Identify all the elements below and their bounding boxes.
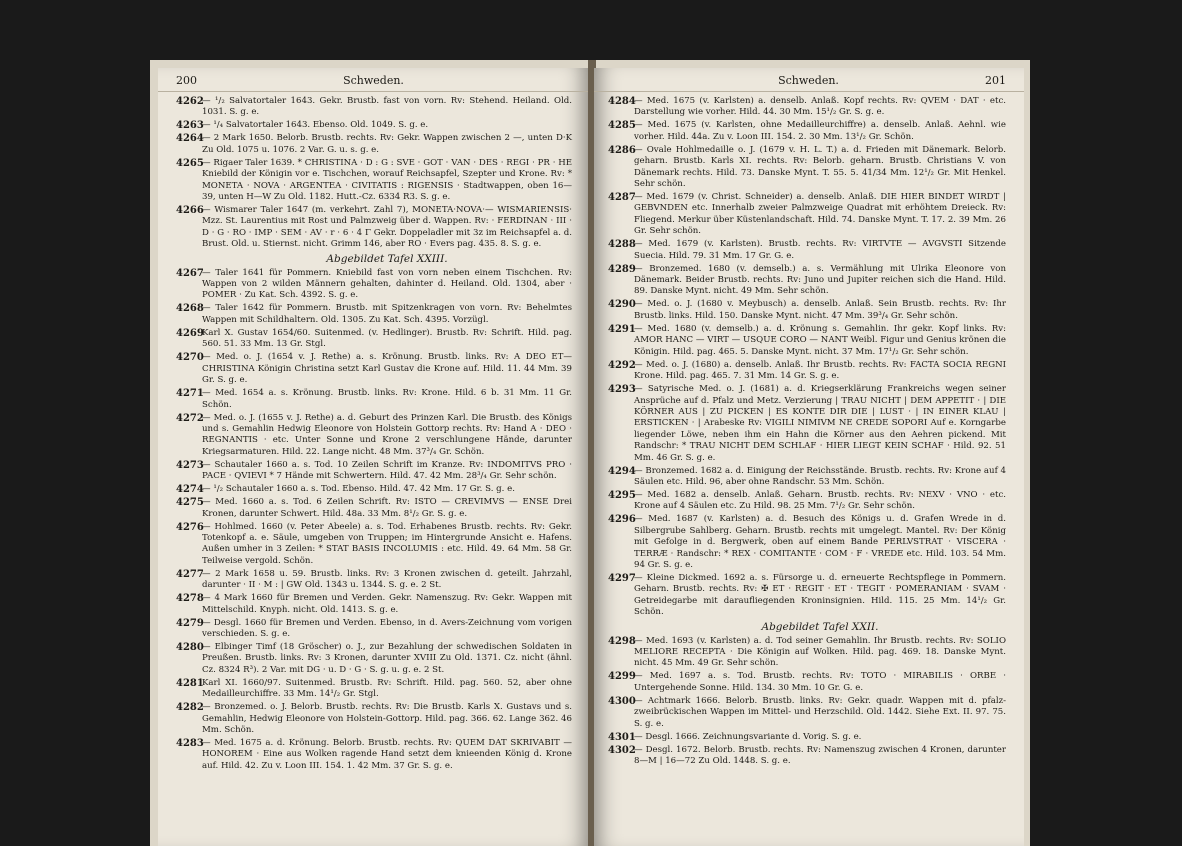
entry-number: 4293 (608, 384, 636, 396)
entry-number: 4269 (176, 327, 204, 339)
catalog-entry (176, 593, 572, 616)
entry-text: — Med. 1680 (v. demselb.) a. d. Krönung s. Gemahlin. Ihr gekr. Kopf links. Rv: AMOR HANC — VIRT — USQUE CORO — NANT Weibl. Figur und Genius krönen die Königin. Hild. pag. 465. 5. Danske Mynt. nicht. 37 Mm. 17¹/₂ Gr. Sehr schön. (634, 323, 1006, 357)
entry-text: — ¹/₄ Salvatortaler 1643. Ebenso. Old. 1049. S. g. e. (202, 120, 429, 131)
catalog-entry (608, 145, 1006, 191)
entry-text: — Med. 1675 (v. Karlsten) a. denselb. Anlaß. Kopf rechts. Rv: QVEM · DAT · etc. Darstellung wie vorher. Hild. 44. 30 Mm. 15¹/₂ Gr. S. g. e. (634, 96, 1006, 118)
catalog-entry (608, 696, 1006, 730)
catalog-entry (176, 205, 572, 251)
entry-number: 4294 (608, 465, 636, 477)
entry-number: 4302 (608, 744, 636, 756)
entry-number: 4273 (176, 459, 204, 471)
catalog-entry (608, 514, 1006, 571)
catalog-entry (608, 732, 1006, 743)
catalog-entry (608, 360, 1006, 383)
entry-number: 4284 (608, 96, 636, 107)
entry-text: — Desgl. 1672. Belorb. Brustb. rechts. Rv: Namenszug zwischen 4 Kronen, darunter 8—M | 16—72 Zu Old. 1448. S. g. e. (634, 744, 1006, 767)
entry-text: — Ovale Hohlmedaille o. J. (1679 v. H. L. T.) a. d. Frieden mit Dänemark. Belorb. geharn. Brustb. Karls XI. rechts. Rv: Belorb. geharn. Brustb. Christians V. von Dänemark rechts. Hild. 73. Danske Mynt. T. 55. 5. 41/34 Mm. 12¹/₂ Gr. Mit Henkel. Sehr schön. (634, 144, 1006, 190)
right-page-number: 201 (985, 74, 1006, 87)
entry-number: 4263 (176, 120, 204, 132)
entry-text: — Schautaler 1660 a. s. Tod. 10 Zeilen Schrift im Kranze. Rv: INDOMITVS PRO · PACE · QVIEVI * 7 Hände mit Schwertern. Hild. 47. 42 Mm. 28³/₄ Gr. Sehr schön. (202, 459, 572, 482)
entry-number: 4271 (176, 388, 204, 400)
entry-text: — Wismarer Taler 1647 (m. verkehrt. Zahl 7), MONETA·NOVA·— WISMARIENSIS· Mzz. St. Laurentius mit Rost und Palmzweig über d. Wappen. Rv: · FERDINAN · III · D · G · RO · IMP · SEM · AV · r · 6 · 4 Γ Gekr. Doppeladler mit 3z im Reichsapfel a. d. Brust. Old. u. Stiernst. nicht. Grimm 146, aber RO · Evers pag. 435. 8. S. g. e. (202, 205, 572, 250)
entry-number: 4275 (176, 497, 204, 509)
entry-number: 4276 (176, 521, 204, 533)
entry-number: 4283 (176, 738, 204, 749)
entry-number: 4264 (176, 133, 204, 145)
entry-text: — Bronzemed. 1682 a. d. Einigung der Reichsstände. Brustb. rechts. Rv: Krone auf 4 Säulen etc. Hild. 96, aber ohne Randschr. 53 Mm. Schön. (634, 465, 1006, 487)
entry-text: — Med. o. J. (1680 v. Meybusch) a. denselb. Anlaß. Sein Brustb. rechts. Rv: Ihr Brustb. links. Hild. 150. Danske Mynt. nicht. 47 Mm. 39³/₄ Gr. Sehr schön. (634, 299, 1006, 321)
catalog-entry (176, 158, 572, 204)
entry-number: 4291 (608, 323, 636, 335)
right-page (594, 68, 1024, 846)
plate-reference: Abgebildet Tafel XXII. (761, 620, 879, 633)
catalog-entry (176, 642, 572, 676)
entry-text: — Med. 1679 (v. Karlsten). Brustb. rechts. Rv: VIRTVTE — AVGVSTI Sitzende Suecia. Hild. 79. 31 Mm. 17 Gr. G. e. (634, 239, 1006, 261)
entry-number: 4287 (608, 192, 636, 204)
entry-number: 4288 (608, 239, 636, 251)
entry-text: — Taler 1642 für Pommern. Brustb. mit Spitzenkragen von vorn. Rv: Behelmtes Wappen mit Schildhaltern. Old. 1305. Zu Kat. Sch. 4395. Vorzügl. (202, 303, 572, 325)
plate-reference: Abgebildet Tafel XXIII. (326, 252, 448, 265)
catalog-entry (608, 239, 1006, 262)
entry-number: 4281 (176, 677, 204, 689)
entry-text: — Taler 1641 für Pommern. Kniebild fast von vorn neben einem Tischchen. Rv: Wappen von 2 wilden Männern gehalten, dahinter d. Heiland. Old. 1304, aber · POMER · Zu Kat. Sch. 4392. S. g. e. (202, 267, 572, 301)
entry-number: 4267 (176, 267, 204, 279)
catalog-entry (608, 96, 1006, 119)
left-page (158, 68, 588, 846)
entry-text: — Med. 1660 a. s. Tod. 6 Zeilen Schrift. Rv: ISTO — CREVIMVS — ENSE Drei Kronen, darunter Schwert. Hild. 48a. 33 Mm. 8¹/₂ Gr. S. g. e. (202, 497, 572, 519)
right-page-header (594, 68, 1024, 92)
entry-text: — Elbinger Timf (18 Gröscher) o. J., zur Bezahlung der schwedischen Soldaten in Preußen. Brustb. links. Rv: 3 Kronen, darunter XVIII Zu Old. 1371. Cz. nicht (ähnl. Cz. 8324 R³). 2 Var. mit DG · u. D · G · S. g. u. g. e. 2 St. (202, 641, 572, 675)
entry-number: 4265 (176, 157, 204, 169)
catalog-entry (176, 738, 572, 772)
catalog-entry (176, 328, 572, 351)
entry-text: — ¹/₂ Salvatortaler 1643. Gekr. Brustb. fast von vorn. Rv: Stehend. Heiland. Old. 1031. S. g. e. (202, 96, 572, 118)
catalog-entry (176, 96, 572, 119)
catalog-entry (608, 745, 1006, 768)
entry-number: 4299 (608, 671, 636, 683)
catalog-entry (608, 671, 1006, 694)
entry-text: — Med. 1687 (v. Karlsten) a. d. Besuch des Königs u. d. Grafen Wrede in d. Silbergrube Sahlberg. Geharn. Brustb. rechts mit umgelegt. Mantel. Rv: Der König mit Gefolge in d. Bergwerk, oben auf einem Bande PERLVSTRAT · VISCERA · TERRÆ · Randschr: * REX · COMITANTE · COM · F · VREDE etc. Hild. 103. 54 Mm. 94 Gr. S. g. e. (634, 514, 1006, 570)
entry-number: 4296 (608, 514, 636, 526)
catalog-entry (176, 460, 572, 483)
entry-text: — Achtmark 1666. Belorb. Brustb. links. Rv: Gekr. quadr. Wappen mit d. pfalz-zweibrückischen Wappen im Mittel- und Herzschild. Old. 1442. Siehe Ext. II. 97. 75. S. g. e. (634, 695, 1006, 729)
entry-number: 4286 (608, 144, 636, 156)
catalog-entry (176, 133, 572, 156)
catalog-entry (608, 120, 1006, 143)
catalog-entry (608, 264, 1006, 298)
catalog-entry (608, 192, 1006, 238)
entry-text: — Med. 1675 a. d. Krönung. Belorb. Brustb. rechts. Rv: QUEM DAT SKRIVABIT — HONOREM · Eine aus Wolken ragende Hand setzt dem knieenden König d. Krone auf. Hild. 42. Zu v. Loon III. 154. 1. 42 Mm. 37 Gr. S. g. e. (202, 738, 572, 771)
entry-number: 4270 (176, 352, 204, 364)
left-page-header (158, 68, 588, 92)
entry-text: — 4 Mark 1660 für Bremen und Verden. Gekr. Namenszug. Rv: Gekr. Wappen mit Mittelschild. Knyph. nicht. Old. 1413. S. g. e. (202, 593, 572, 615)
entry-number: 4272 (176, 412, 204, 424)
entry-text: — Med. 1675 (v. Karlsten, ohne Medailleurchiffre) a. denselb. Anlaß. Aehnl. wie vorher. Hild. 44a. Zu v. Loon III. 154. 2. 30 Mm. 13¹/₂ Gr. Schön. (634, 120, 1006, 142)
right-running-head: Schweden. (778, 74, 839, 87)
catalog-entry (176, 413, 572, 459)
left-page-number: 200 (176, 74, 197, 87)
entry-number: 4268 (176, 303, 204, 315)
entry-text: — Hohlmed. 1660 (v. Peter Abeele) a. s. Tod. Erhabenes Brustb. rechts. Rv: Gekr. Totenkopf a. e. Säule, umgeben von Truppen; im Hintergrunde Ansicht e. Hafens. Außen umher in 3 Zeilen: * STAT BASIS INCOLUMIS : etc. Hild. 49. 64 Mm. 58 Gr. Teilweise vergold. Schön. (202, 521, 572, 566)
entry-number: 4297 (608, 572, 636, 584)
entry-number: 4266 (176, 205, 204, 217)
entry-text: — Med. 1654 a. s. Krönung. Brustb. links. Rv: Krone. Hild. 6 b. 31 Mm. 11 Gr. Schön. (202, 388, 572, 410)
entry-text: — Desgl. 1666. Zeichnungsvariante d. Vorig. S. g. e. (634, 731, 862, 742)
catalog-entry (176, 678, 572, 701)
entry-text: — Bronzemed. o. J. Belorb. Brustb. rechts. Rv: Die Brustb. Karls X. Gustavs und s. Gemahlin, Hedwig Eleonore von Holstein-Gottorp. Hild. pag. 366. 62. Lange 362. 46 Mm. Schön. (202, 702, 572, 735)
catalog-entry (608, 384, 1006, 464)
catalog-entry (176, 484, 572, 495)
catalog-entry (176, 388, 572, 411)
catalog-entry (608, 324, 1006, 358)
entry-text: — Rigaer Taler 1639. * CHRISTINA · D : G : SVE · GOT · VAN · DES · REGI · PR · HE Kniebild der Königin vor e. Tischchen, worauf Reichsapfel, Szepter und Krone. Rv: * MONETA · NOVA · ARGENTEA · CIVITATIS : RIGENSIS · Stadtwappen, oben 16—39, unten H—W Zu Old. 1182. Hutt.-Cz. 6334 R3. S. g. e. (202, 157, 572, 203)
catalog-entry (608, 636, 1006, 670)
catalog-entry (176, 303, 572, 326)
entry-number: 4262 (176, 96, 204, 107)
left-running-head: Schweden. (343, 74, 404, 87)
open-book (150, 60, 1030, 846)
entry-text: — Med. 1679 (v. Christ. Schneider) a. denselb. Anlaß. DIE HIER BINDET WIRDT | GEBVNDEN etc. Innerhalb zweier Palmzweige Quadrat mit erhöhtem Dreieck. Rv: Fliegend. Merkur über Küstenlandschaft. Hild. 74. Danske Mynt. T. 17. 2. 39 Mm. 26 Gr. Sehr schön. (634, 192, 1006, 237)
entry-text: — Bronzemed. 1680 (v. demselb.) a. s. Vermählung mit Ulrika Eleonore von Dänemark. Beider Brustb. rechts. Rv: Juno und Jupiter reichen sich die Hand. Hild. 89. Danske Mynt. nicht. 49 Mm. Sehr schön. (634, 263, 1006, 297)
catalog-entry (176, 120, 572, 131)
entry-number: 4301 (608, 731, 636, 743)
entry-text: — Med. o. J. (1655 v. J. Rethe) a. d. Geburt des Prinzen Karl. Die Brustb. des Königs und s. Gemahlin Hedwig Eleonore von Holstein Gottorp rechts. Rv: Hand A · DEO · REGNANTIS · etc. Unter Sonne und Krone 2 verschlungene Hände, darunter Kriegsarmaturen. Hild. 22. Lange nicht. 48 Mm. 37³/₄ Gr. Schön. (202, 412, 572, 457)
entry-text: — Med. o. J. (1654 v. J. Rethe) a. s. Krönung. Brustb. links. Rv: A DEO ET— CHRISTINA Königin Christina setzt Karl Gustav die Krone auf. Hild. 11. 44 Mm. 39 Gr. S. g. e. (202, 352, 572, 386)
entry-text: — Satyrische Med. o. J. (1681) a. d. Kriegserklärung Frankreichs wegen seiner Ansprüche auf d. Pfalz und Metz. Verzierung | TRAU NICHT | DEM APPETIT · | DIE KÖRNER AUS | ZU PICKEN | ES KONTE DIR DIE | LUST · | IN EINER KLAU | ERSTICKEN · | Arabeske Rv: VIGILI NIMIVM NE CREDE SOPORI Auf e. Korngarbe liegender Löwe, neben ihm ein Hahn die Körner aus den Aehren pickend. Mit Randschr: * TRAU NICHT DEM SCHLAF · HIER LIEGT KEIN SCHAF · Hild. 92. 51 Mm. 46 Gr. S. g. e. (634, 384, 1006, 463)
entry-number: 4289 (608, 263, 636, 275)
right-page-body (594, 92, 1024, 767)
entry-text: — ¹/₂ Schautaler 1660 a. s. Tod. Ebenso. Hild. 47. 42 Mm. 17 Gr. S. g. e. (202, 484, 515, 495)
catalog-entry (176, 352, 572, 386)
entry-number: 4282 (176, 702, 204, 714)
catalog-entry (608, 573, 1006, 619)
entry-text: — Med. 1693 (v. Karlsten) a. d. Tod seiner Gemahlin. Ihr Brustb. rechts. Rv: SOLIO MELIORE RECEPTA · Die Königin auf Wolken. Hild. pag. 469. 18. Danske Mynt. nicht. 45 Mm. 49 Gr. Sehr schön. (634, 635, 1006, 669)
entry-number: 4292 (608, 359, 636, 371)
catalog-entry (176, 618, 572, 641)
entry-text: — Med. o. J. (1680) a. denselb. Anlaß. Ihr Brustb. rechts. Rv: FACTA SOCIA REGNI Krone. Hild. pag. 465. 7. 31 Mm. 14 Gr. S. g. e. (634, 359, 1006, 382)
entry-number: 4274 (176, 484, 204, 496)
entry-number: 4279 (176, 617, 204, 629)
entry-number: 4298 (608, 635, 636, 647)
entry-text: — Med. 1682 a. denselb. Anlaß. Geharn. Brustb. rechts. Rv: NEXV · VNO · etc. Krone auf 4 Säulen etc. Zu Hild. 98. 25 Mm. 7¹/₂ Gr. Sehr schön. (634, 489, 1006, 512)
entry-text: — Med. 1697 a. s. Tod. Brustb. rechts. Rv: TOTO · MIRABILIS · ORBE · Untergehende Sonne. Hild. 134. 30 Mm. 10 Gr. G. e. (634, 671, 1006, 693)
entry-text: — 2 Mark 1658 u. 59. Brustb. links. Rv: 3 Kronen zwischen d. geteilt. Jahrzahl, darunter · II · M : | GW Old. 1343 u. 1344. S. g. e. 2 St. (202, 568, 572, 591)
entry-number: 4285 (608, 120, 636, 132)
catalog-entry (608, 466, 1006, 489)
catalog-entry (176, 497, 572, 520)
catalog-entry (176, 702, 572, 736)
entry-number: 4277 (176, 568, 204, 580)
catalog-entry (608, 299, 1006, 322)
entry-number: 4295 (608, 489, 636, 501)
entry-number: 4280 (176, 641, 204, 653)
entry-text: — 2 Mark 1650. Belorb. Brustb. rechts. Rv: Gekr. Wappen zwischen 2 —, unten D·K Zu Old. 1075 u. 1076. 2 Var. G. u. s. g. e. (202, 133, 572, 155)
entry-text: Karl X. Gustav 1654/60. Suitenmed. (v. Hedlinger). Brustb. Rv: Schrift. Hild. pag. 560. 51. 33 Mm. 13 Gr. Stgl. (202, 327, 572, 350)
catalog-entry (176, 268, 572, 302)
catalog-entry (608, 490, 1006, 513)
entry-number: 4278 (176, 593, 204, 605)
entry-text: — Desgl. 1660 für Bremen und Verden. Ebenso, in d. Avers-Zeichnung vom vorigen verschieden. S. g. e. (202, 617, 572, 639)
left-page-body (158, 92, 588, 772)
entry-number: 4300 (608, 695, 636, 707)
entry-text: — Kleine Dickmed. 1692 a. s. Fürsorge u. d. erneuerte Rechtspflege in Pommern. Geharn. Brustb. rechts. Rv: ✠ ET · REGIT · ET · TEGIT · POMERANIAM · SVAM · Getreidegarbe mit daraufliegenden Kroninsignien. Hild. 115. 25 Mm. 14¹/₂ Gr. Schön. (634, 572, 1006, 618)
entry-text: Karl XI. 1660/97. Suitenmed. Brustb. Rv: Schrift. Hild. pag. 560. 52, aber ohne Medailleurchiffre. 33 Mm. 14¹/₂ Gr. Stgl. (202, 677, 572, 700)
entry-number: 4290 (608, 299, 636, 311)
catalog-entry (176, 522, 572, 568)
catalog-entry (176, 569, 572, 592)
